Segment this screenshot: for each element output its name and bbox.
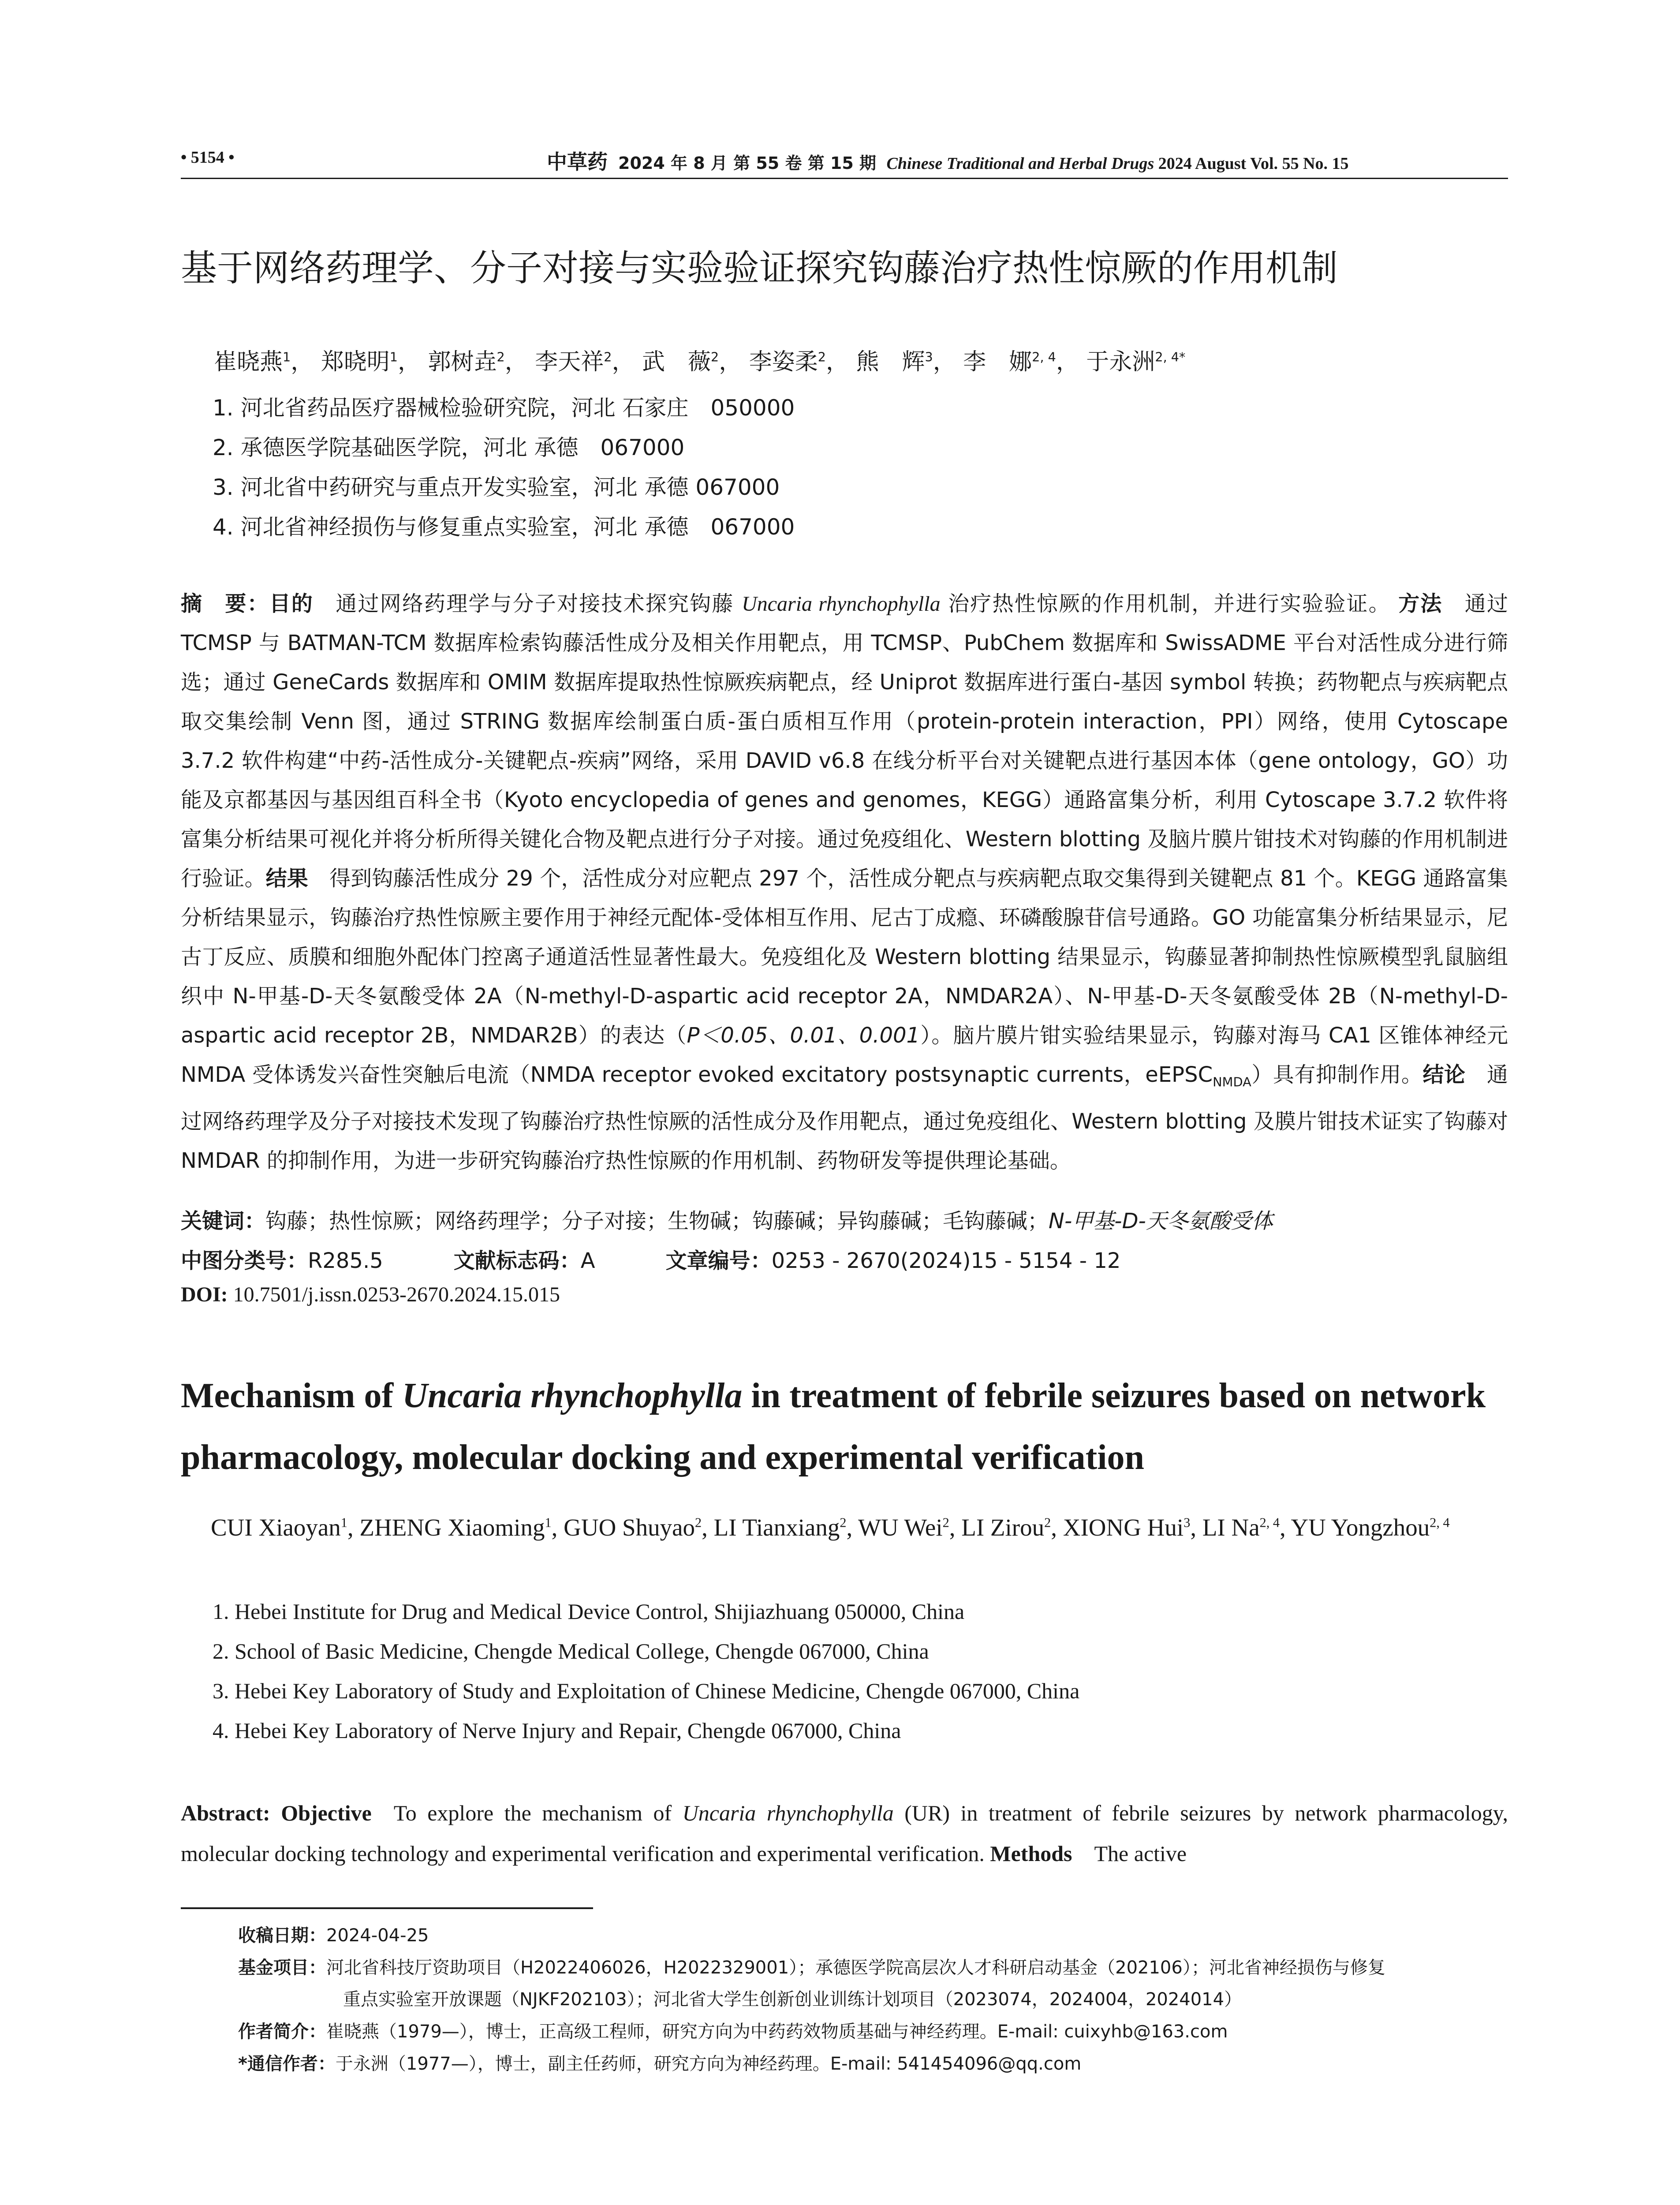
journal-header	[547, 146, 1349, 175]
affiliation-cn-2: 2. 承德医学院基础医学院，河北 承德 067000	[213, 435, 685, 460]
results-label: 结果	[265, 866, 308, 891]
affiliation-en-4: 4. Hebei Key Laboratory of Nerve Injury and Repair, Chengde 067000, China	[213, 1718, 901, 1743]
affiliation-en-1: 1. Hebei Institute for Drug and Medical Device Control, Shijiazhuang 050000, China	[213, 1599, 965, 1624]
footnote-fund-cont: 重点实验室开放课题（NJKF202103）；河北省大学生创新创业训练计划项目（2023074，2024004，2024014）	[343, 1989, 1242, 2010]
keywords-cn: 关键词：钩藤；热性惊厥；网络药理学；分子对接；生物碱；钩藤碱；异钩藤碱；毛钩藤碱；N-甲基-D-天冬氨酸受体	[181, 1209, 1273, 1233]
doi-line: DOI: 10.7501/j.issn.0253-2670.2024.15.015	[181, 1283, 560, 1306]
author-cn: 郭树垚$^2$	[428, 349, 505, 375]
issue-cn: 2024 年 8 月 第 55 卷 第 15 期	[618, 153, 877, 173]
footnote-fund: 基金项目：河北省科技厅资助项目（H2022406026，H2022329001）；承德医学院高层次人才科研启动基金（202106）；河北省神经损伤与修复	[238, 1958, 1385, 1978]
author-cn: 李 娜$^{2, 4}$	[963, 349, 1056, 375]
author-en: XIONG Hui$^3$	[1063, 1514, 1191, 1541]
journal-name-en: Chinese Traditional and Herbal Drugs	[886, 154, 1154, 173]
conclusion-label: 结论	[1422, 1062, 1466, 1087]
abstract-en-label: Abstract: Objective	[181, 1801, 372, 1825]
footnote-author: 作者简介：崔晓燕（1979—），博士，正高级工程师，研究方向为中药药效物质基础与神经药理。E-mail: cuixyhb@163.com	[238, 2022, 1228, 2042]
authors-cn: 崔晓燕$^1$， 郑晓明$^1$， 郭树垚$^2$， 李天祥$^2$， 武 薇$^2$， 李姿柔$^2$， 熊 辉$^3$， 李 娜$^{2, 4}$， 于永洲$^{2, 4*}$	[214, 349, 1186, 375]
abstract-cn: 摘 要：目的 通过网络药理学与分子对接技术探究钩藤 Uncaria rhynchophylla 治疗热性惊厥的作用机制，并进行实验验证。 方法 通过 TCMSP 与 BATMAN-TCM 数据库检索钩藤活性成分及相关作用靶点，用 TCMSP、PubChem 数据库和 SwissADME 平台对活性成分进行筛选；通过 GeneCards 数据库和 OMIM 数据库提取热性惊厥疾病靶点，经 Uniprot 数据库进行蛋白-基因 symbol 转换；药物靶点与疾病靶点取交集绘制 Venn 图，通过 STRING 数据库绘制蛋白质-蛋白质相互作用（protein-protein interaction，PPI）网络，使用 Cytoscape 3.7.2 软件构建“中药-活性成分-关键靶点-疾病”网络，采用 DAVID v6.8 在线分析平台对关键靶点进行基因本体（gene ontology，GO）功能及京都基因与基因组百科全书（Kyoto encyclopedia of genes and genomes，KEGG）通路富集分析，利用 Cytoscape 3.7.2 软件将富集分析结果可视化并将分析所得关键化合物及靶点进行分子对接。通过免疫组化、Western blotting 及脑片膜片钳技术对钩藤的作用机制进行验证。结果 得到钩藤活性成分 29 个，活性成分对应靶点 297 个，活性成分靶点与疾病靶点取交集得到关键靶点 81 个。KEGG 通路富集分析结果显示，钩藤治疗热性惊厥主要作用于神经元配体-受体相互作用、尼古丁成瘾、环磷酸腺苷信号通路。GO 功能富集分析结果显示，尼古丁反应、质膜和细胞外配体门控离子通道活性显著性最大。免疫组化及 Western blotting 结果显示，钩藤显著抑制热性惊厥模型乳鼠脑组织中 N-甲基-D-天冬氨酸受体 2A（N-methyl-D-aspartic acid receptor 2A，NMDAR2A）、N-甲基-D-天冬氨酸受体 2B（N-methyl-D-aspartic acid receptor 2B，NMDAR2B）的表达（P＜0.05、0.01、0.001）。脑片膜片钳实验结果显示，钩藤对海马 CA1 区锥体神经元 NMDA 受体诱发兴奋性突触后电流（NMDA receptor evoked excitatory postsynaptic currents，eEPSC$_{NMDA}$）具有抑制作用。结论 通过网络药理学及分子对接技术发现了钩藤治疗热性惊厥的活性成分及作用靶点，通过免疫组化、Western blotting 及膜片钳技术证实了钩藤对 NMDAR 的抑制作用，为进一步研究钩藤治疗热性惊厥的作用机制、药物研发等提供理论基础。	[181, 591, 1508, 1173]
methods-en-label: Methods	[990, 1841, 1072, 1866]
author-cn: 李天祥$^2$	[535, 349, 612, 375]
author-cn: 于永洲$^{2, 4*}$	[1086, 349, 1186, 375]
footnote-corresponding: *通信作者：于永洲（1977—），博士，副主任药师，研究方向为神经药理。E-mail: 541454096@qq.com	[238, 2054, 1082, 2074]
footnote-rule	[181, 1907, 593, 1909]
classification-line: 中图分类号：R285.5 文献标志码：A 文章编号：0253 - 2670(2024)15 - 5154 - 12	[181, 1248, 1121, 1273]
affiliation-cn-1: 1. 河北省药品医疗器械检验研究院，河北 石家庄 050000	[213, 395, 795, 421]
running-header	[181, 143, 1508, 174]
author-en: WU Wei$^2$	[858, 1514, 949, 1541]
header-rule	[181, 178, 1508, 179]
affiliation-en-2: 2. School of Basic Medicine, Chengde Medical College, Chengde 067000, China	[213, 1639, 929, 1663]
title-cn: 基于网络药理学、分子对接与实验验证探究钩藤治疗热性惊厥的作用机制	[181, 247, 1338, 289]
author-en: ZHENG Xiaoming$^1$	[359, 1514, 552, 1541]
footnote-received: 收稿日期：2024-04-25	[238, 1925, 429, 1946]
affiliation-en-3: 3. Hebei Key Laboratory of Study and Exploitation of Chinese Medicine, Chengde 067000, China	[213, 1678, 1080, 1703]
methods-label: 方法	[1398, 591, 1443, 616]
affiliation-cn-4: 4. 河北省神经损伤与修复重点实验室，河北 承德 067000	[213, 514, 795, 540]
abstract-en: Abstract: Objective To explore the mechanism of Uncaria rhynchophylla (UR) in treatment of febrile seizures by network pharmacology, molecular docking technology and experimental verification and experimental verification. Methods The active	[181, 1801, 1508, 1866]
journal-logo: 中草药	[547, 150, 608, 174]
authors-en: CUI Xiaoyan$^1$, ZHENG Xiaoming$^1$, GUO Shuyao$^2$, LI Tianxiang$^2$, WU Wei$^2$, LI Zirou$^2$, XIONG Hui$^3$, LI Na$^{2, 4}$, YU Yongzhou$^{2, 4}$	[211, 1514, 1450, 1541]
author-cn: 崔晓燕$^1$	[214, 349, 291, 375]
author-en: CUI Xiaoyan$^1$	[211, 1514, 347, 1541]
affiliation-cn-3: 3. 河北省中药研究与重点开发实验室，河北 承德 067000	[213, 475, 780, 500]
author-cn: 熊 辉$^3$	[856, 349, 933, 375]
author-cn: 武 薇$^2$	[642, 349, 719, 375]
author-en: GUO Shuyao$^2$	[564, 1514, 702, 1541]
title-en: Mechanism of Uncaria rhynchophylla in treatment of febrile seizures based on network pharmacology, molecular docking and experimental verification	[181, 1376, 1486, 1477]
objective-label: 目的	[269, 591, 314, 616]
author-en: LI Zirou$^2$	[961, 1514, 1051, 1541]
author-cn: 郑晓明$^1$	[321, 349, 398, 375]
issue-en: 2024 August Vol. 55 No. 15	[1158, 154, 1349, 173]
author-cn: 李姿柔$^2$	[749, 349, 826, 375]
author-en: LI Na$^{2, 4}$	[1202, 1514, 1280, 1541]
author-en: YU Yongzhou$^{2, 4}$	[1291, 1514, 1450, 1541]
page-number: • 5154 •	[181, 148, 235, 167]
abstract-label: 摘 要：	[181, 591, 269, 616]
author-en: LI Tianxiang$^2$	[713, 1514, 847, 1541]
doi-link[interactable]: 10.7501/j.issn.0253-2670.2024.15.015	[233, 1283, 560, 1306]
species-name: Uncaria rhynchophylla	[742, 592, 941, 616]
